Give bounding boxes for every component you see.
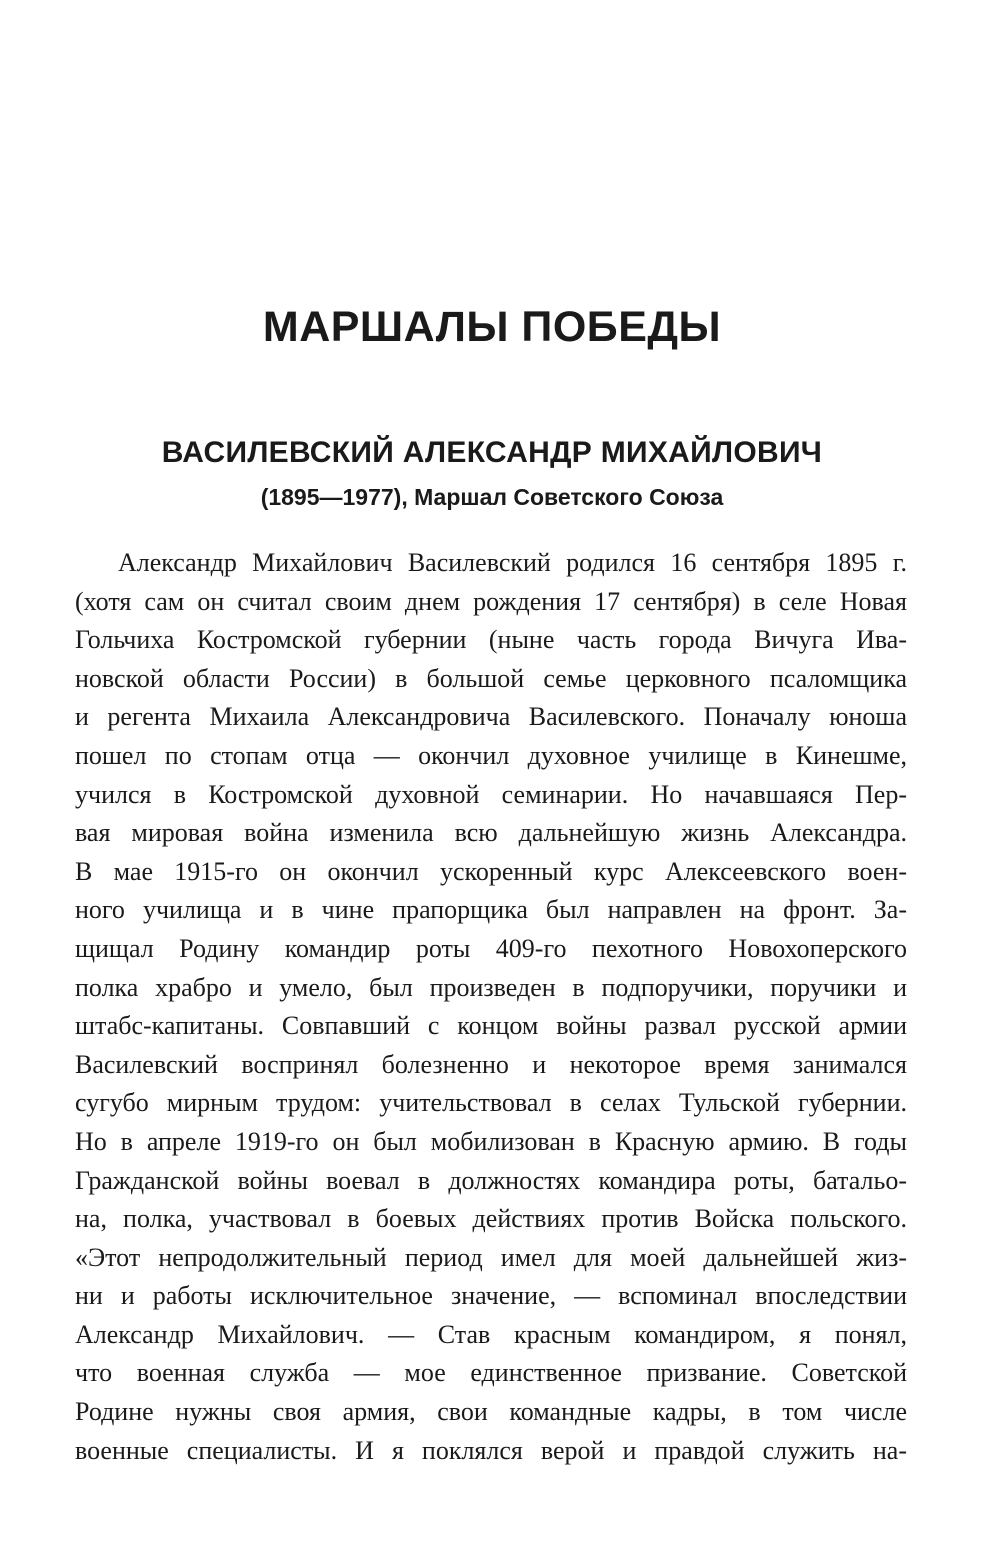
text-line: новской области России) в большой семье церковного псаломщика <box>75 663 907 693</box>
text-line: В мае 1915-го он окончил ускоренный курс Алексеевского воен- <box>75 856 907 886</box>
text-line: учился в Костромской духовной семинарии. Но начавшаяся Пер- <box>75 779 907 809</box>
text-line: и регента Михаила Александровича Василевского. Поначалу юноша <box>75 702 907 732</box>
text-line: щищал Родину командир роты 409-го пехотного Новохоперского <box>75 933 907 963</box>
text-line: Гражданской войны воевал в должностях командира роты, батальо- <box>75 1165 907 1195</box>
text-line: Гольчиха Костромской губернии (ныне часть города Вичуга Ива- <box>75 625 907 655</box>
text-line: Александр Михайлович. — Став красным командиром, я понял, <box>75 1319 907 1349</box>
text-line: Но в апреле 1919-го он был мобилизован в Красную армию. В годы <box>75 1126 907 1156</box>
person-name-heading: ВАСИЛЕВСКИЙ АЛЕКСАНДР МИХАЙЛОВИЧ <box>161 436 823 469</box>
text-line: вая мировая война изменила всю дальнейшую жизнь Александра. <box>75 818 907 848</box>
text-line: Василевский воспринял болезненно и некоторое время занимался <box>75 1049 907 1079</box>
text-line: Родине нужны своя армия, свои командные кадры, в том числе <box>75 1397 907 1427</box>
body-paragraph <box>75 544 907 1470</box>
text-line: на, полка, участвовал в боевых действиях против Войска польского. <box>75 1204 907 1234</box>
text-line: полка храбро и умело, был произведен в подпоручики, поручики и <box>75 972 907 1002</box>
text-line: военные специалисты. И я поклялся верой и правдой служить на- <box>75 1435 907 1465</box>
person-subtitle: (1895—1977), Маршал Советского Союза <box>260 484 724 510</box>
text-line: ни и работы исключительное значение, — вспоминал впоследствии <box>75 1281 907 1311</box>
text-line: штабс-капитаны. Совпавший с концом войны развал русской армии <box>75 1011 907 1041</box>
text-line: (хотя сам он считал своим днем рождения 17 сентября) в селе Новая <box>75 586 907 616</box>
text-line: сугубо мирным трудом: учительствовал в селах Тульской губернии. <box>75 1088 907 1118</box>
section-title: МАРШАЛЫ ПОБЕДЫ <box>262 303 722 351</box>
text-line: пошел по стопам отца — окончил духовное училище в Кинешме, <box>75 740 907 770</box>
text-line: Александр Михайлович Василевский родился 16 сентября 1895 г. <box>118 548 907 577</box>
text-line: что военная служба — мое единственное призвание. Советской <box>75 1358 907 1388</box>
text-line: «Этот непродолжительный период имел для моей дальнейшей жиз- <box>75 1242 907 1272</box>
text-line: ного училища и в чине прапорщика был направлен на фронт. За- <box>75 895 907 925</box>
